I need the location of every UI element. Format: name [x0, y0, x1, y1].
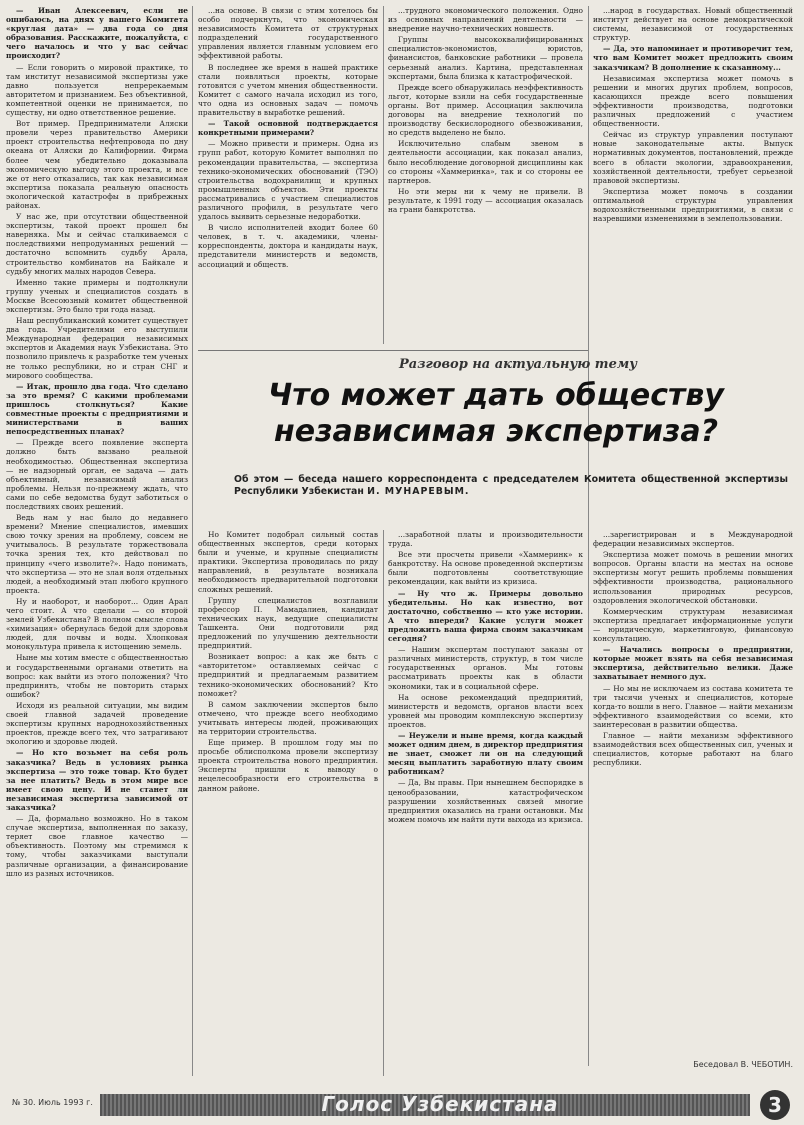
article-paragraph: Все эти просчеты привели «Хаммеринк» к банкротству. На основе проведенной экспертизы были подготовлены соответствующие рекомендации, как выйти из кризиса. [388, 550, 583, 587]
article-paragraph: Ну и наоборот, и наоборот... Один Арал чего стоит. А что сделали — со второй землей Узбекистана? В полном смысле слова «химизация» обернулась бедой для здоровья людей, для почвы и воды. Хлопковая монокультура привела к истощению земель. [6, 596, 188, 652]
column-3 [388, 6, 583, 344]
article-paragraph: — Да, Вы правы. При нынешнем беспорядке в ценообразовании, катастрофическом разрушении хозяйственных связей многие предприятия оказались на грани остановки. Мы можем помочь им найти пути выхода из кризиса. [388, 778, 583, 824]
article-paragraph: Прежде всего обнаружилась неэффективность льгот, которые взяли на себя государственные органы. Вот пример. Ассоциация заключила договоры на внедрение технологий по производству бескислородного обезвоживания, но средств выделено не было. [388, 82, 583, 138]
article-paragraph: Главное — найти механизм эффективного взаимодействия всех общественных сил, ученых и специалистов, которые работают на благо республики. [593, 730, 793, 768]
article-paragraph: ...на основе. В связи с этим хотелось бы особо подчеркнуть, что экономическая независимость Комитета от структурных подразделений государственного управления является главным условием его эффективной работы. [198, 6, 378, 61]
interview-question: — Ну что ж. Примеры довольно убедительны. Но как известно, вот достаточно, собственно — кто уже истории. А что впереди? Какие услуги может предложить ваша фирма своим заказчикам сегодня? [388, 588, 583, 644]
article-divider [198, 350, 588, 351]
issue-number: № 30. Июль 1993 г. [12, 1098, 93, 1107]
deck-text: Об этом — беседа нашего корреспондента с председателем Комитета общественной экспертизы Республики Узбекистан [234, 474, 788, 497]
interview-question: — Начались вопросы о предприятии, которые может взять на себя независимая экспертиза, действительно велики. Даже захватывает немного дух. [593, 645, 793, 682]
article-paragraph: В число исполнителей входит более 60 человек, в т. ч. академики, члены-корреспонденты, доктора и кандидаты наук, представители министерств и ведомств, ассоциаций и обществ. [198, 223, 378, 269]
column-5 [198, 530, 378, 1076]
article-paragraph: — Можно привести и примеры. Одна из групп работ, которую Комитет выполнял по рекомендации правительства, — экспертиза технико-экономических обоснований (ТЭО) строительства водохранилищ и крупных промышленных объектов. Эти проекты рассматривались с участием специалистов различного профиля, в результате чего удалось выявить серьезные недоработки. [198, 139, 378, 222]
article-paragraph: Экспертиза может помочь в создании оптимальной структуры управления водохозяйственными предприятиями, в связи с назревшими изменениями в землепользовании. [593, 186, 793, 224]
article-paragraph: Независимая экспертиза может помочь в решении и многих других проблем, вопросов, касающихся прежде всего повышения эффективности производства, подготовки различных предложений с участием общественности. [593, 73, 793, 129]
article-kicker: Разговор на актуальную тему [399, 357, 637, 372]
article-paragraph: Сейчас из структур управления поступают новые законодательные акты. Выпуск нормативных документов, постановлений, прежде всего в области экологии, здравоохранения, хозяйственной деятельности, требует серьезной правовой экспертизы. [593, 130, 793, 185]
article-paragraph: — Если говорить о мировой практике, то там институт независимой экспертизы уже давно пользуется непререкаемым авторитетом и признанием. Без объективной, компетентной оценки не принимается, по существу, ни одно ответственное решение. [6, 62, 188, 118]
article-paragraph: На основе рекомендаций предприятий, министерств и ведомств, органов власти всех уровней мы проводим комплексную экспертизу проектов. [388, 692, 583, 729]
article-paragraph: ...народ в государствах. Новый общественный институт действует на основе демократической системы, независимой от государственных структур. [593, 6, 793, 43]
column-rule [192, 6, 193, 1076]
article-paragraph: Ныне мы хотим вместе с общественностью и государственными органами ответить на вопрос: как выйти из этого положения? Что предпринять, чтобы не повторить старых ошибок? [6, 653, 188, 699]
interview-question: — Такой основной подтверждается конкретными примерами? [198, 119, 378, 138]
article-paragraph: ...трудного экономического положения. Одно из основных направлений деятельности — внедрение научно-технических новшеств. [388, 6, 583, 34]
article-paragraph: Ведь нам у нас было до недавнего времени? Мнение специалистов, имевших свою точку зрения на проблему, совсем не учитывалось. В результате торжествовала точка зрения тех, кто действовал по принципу «чего изволите?». Надо понимать, что экспертиза — это не злая воля отдельных людей, а необходимый этап любого крупного проекта. [6, 513, 188, 595]
article-paragraph: Исходя из реальной ситуации, мы видим своей главной задачей проведение экспертизы крупных народнохозяйственных проектов, прежде всего тех, что затрагивают экологию и здоровье людей. [6, 700, 188, 747]
page-footer [0, 1084, 804, 1125]
article-headline: Что может дать обществу независимая экспертиза? [268, 378, 724, 449]
article-paragraph: — Но мы не исключаем из состава комитета те три тысячи ученых и специалистов, которые когда-то вошли в него. Главное — найти механизм эффективного взаимодействия со всеми, кто заинтересован в развитии общества. [593, 683, 793, 729]
interview-question: — Неужели и ныне время, когда каждый может одним днем, в директор предприятия не знает, сможет ли он на следующий месяц выплатить заработную плату своим работникам? [388, 730, 583, 777]
column-2 [198, 6, 378, 344]
article-paragraph: Экспертиза может помочь в решении многих вопросов. Органы власти на местах на основе экспертизы могут решить проблемы повышения эффективности производства, рационального использования природных ресурсов, оздоровления экологической обстановки. [593, 550, 793, 605]
article-paragraph: Но Комитет подобрал сильный состав общественных экспертов, среди которых были и ученые, и крупные специалисты практики. Экспертиза проводилась по ряду направлений, в результате возникала необходимость предварительной подготовки сложных решений. [198, 530, 378, 594]
article-paragraph: Группы высококвалифицированных специалистов-экономистов, юристов, финансистов, банковские работники — провела серьезный анализ. Картина, представленная экспертами, была близка к катастрофической. [388, 35, 583, 81]
article-paragraph: У нас же, при отсутствии общественной экспертизы, такой проект прошел бы наверняка. Мы и сейчас сталкиваемся с последствиями непродуманных решений — достаточно вспомнить судьбу Арала, строительство комбинатов на Байкале и судьбу многих малых народов Севера. [6, 212, 188, 276]
interview-question: — Итак, прошло два года. Что сделано за это время? С какими проблемами пришлось столкнуться? Какие совместные проекты с предприятиями и министерствами в ваших непосредственных планах? [6, 381, 188, 437]
column-rule [383, 6, 384, 344]
article-paragraph: Вот пример. Предприниматели Аляски провели через правительство Америки проект строительства нефтепровода по дну океана от Аляски до Калифорнии. Фирма более чем убедительно доказывала экономическую выгоду этого проекта, и все же от него отказались, так как независимая экспертиза показала реальную опасность экологической катастрофы в прибрежных районах. [6, 119, 188, 210]
column-7 [593, 530, 793, 1056]
article-paragraph: Еще пример. В прошлом году мы по просьбе облисполкома провели экспертизу проекта строительства нового предприятия. Эксперты пришли к выводу о нецелесообразности его строительства в данном районе. [198, 738, 378, 793]
article-paragraph: Группу специалистов возглавили профессор П. Мамадалиев, кандидат технических наук, ведущие специалисты Ташкента. Они подготовили ряд предложений по улучшению деятельности предприятий. [198, 595, 378, 651]
article-paragraph: Коммерческим структурам независимая экспертиза предлагает информационные услуги — юридическую, маркетинговую, финансовую консультацию. [593, 606, 793, 644]
interview-question: — Да, это напоминает и противоречит тем, что вам Комитет может предложить своим заказчикам? В дополнение к сказанному... [593, 44, 793, 72]
article-paragraph: ...заработной платы и производительности труда. [388, 530, 583, 549]
column-rule [383, 530, 384, 1076]
article-paragraph: — Нашим экспертам поступают заказы от различных министерств, структур, в том числе государственных органов. Мы готовы рассматривать проекты как в области экономики, так и в социальной сфере. [388, 645, 583, 691]
article-paragraph: Но эти меры ни к чему не привели. В результате, к 1991 году — ассоциация оказалась на грани банкротства. [388, 186, 583, 214]
column-rule [588, 6, 589, 1066]
interview-question: — Но кто возьмет на себя роль заказчика? Ведь в условиях рынка экспертиза — это тоже товар. Кто будет за нее платить? Ведь в этом мире все имеет свою цену. И не станет ли независимая экспертиза зависимой от заказчика? [6, 748, 188, 812]
article-paragraph: Возникает вопрос: а как же быть с «авторитетом» оставляемых сейчас с предприятий и предлагаемым развитием технико-экономических обоснований? Кто поможет? [198, 652, 378, 698]
article-paragraph: Наш республиканский комитет существует два года. Учредителями его выступили Международная федерация независимых экспертов и Академия наук Узбекистана. Это позволило привлечь к разработке тем ученых не только республики, но и стран СНГ и мирового сообщества. [6, 316, 188, 380]
column-1 [6, 6, 188, 1076]
deck-interviewee-name: И. МУНАРЕВЫМ. [367, 486, 470, 497]
article-paragraph: В самом заключении экспертов было отмечено, что прежде всего необходимо учитывать интересы людей, проживающих на территории строительства. [198, 699, 378, 736]
byline-signature: Беседовал В. ЧЕБОТИН. [693, 1060, 793, 1069]
page-number: 3 [760, 1090, 790, 1120]
article-paragraph: — Прежде всего появление эксперта должно быть вызвано реальной необходимостью. Общественная экспертиза — не надзорный орган, ее задача — дать объективный, независимый анализ проблемы. Нельзя по-прежнему ждать, что сами по себе ведомства будут заботиться о последствиях своих решений. [6, 438, 188, 511]
article-paragraph: ...зарегистрирован и в Международной федерации независимых экспертов. [593, 530, 793, 549]
masthead-title: Голос Узбекистана [321, 1092, 559, 1116]
article-deck [234, 474, 788, 498]
article-paragraph: — Да, формально возможно. Но в таком случае экспертиза, выполненная по заказу, теряет свое главное качество — объективность. Поэтому мы стремимся к тому, чтобы заказчиками выступали различные организации, а финансирование шло из разных источников. [6, 814, 188, 878]
article-paragraph: Именно такие примеры и подтолкнули группу ученых и специалистов создать в Москве Всесоюзный комитет общественной экспертизы. Это было три года назад. [6, 277, 188, 314]
article-paragraph: В последнее же время в нашей практике стали появляться проекты, которые готовятся с учетом мнения общественности. Комитет с самого начала исходил из того, что одна из основных задач — помочь правительству в выработке решений. [198, 62, 378, 118]
column-6 [388, 530, 583, 1076]
article-paragraph: Исключительно слабым звеном в деятельности ассоциации, как показал анализ, было несоблюдение договорной дисциплины как со стороны «Хаммеринка», так и со стороны ее партнеров. [388, 139, 583, 185]
interview-question: — Иван Алексеевич, если не ошибаюсь, на днях у вашего Комитета «круглая дата» — два года со дня образования. Расскажите, пожалуйста, с чего началось и что у вас сейчас происходит? [6, 6, 188, 61]
